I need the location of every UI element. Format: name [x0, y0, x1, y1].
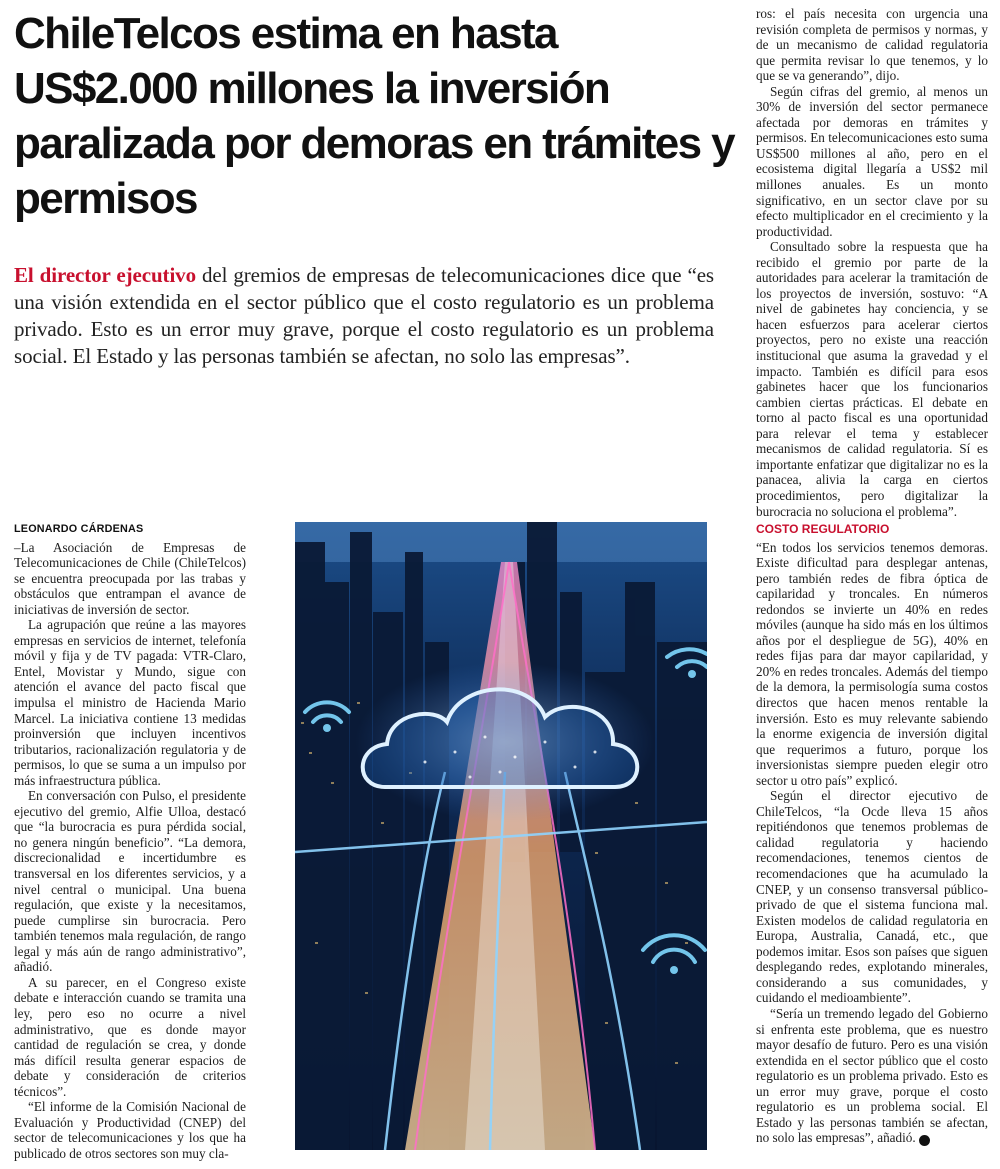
- body-paragraph: A su parecer, en el Congreso existe debate e interacción cuando se tramita una ley, pero eso no ocurre a nivel administrativo, que es donde mayor cantidad de regulación se crea, y donde más difícil resulta generar espacios de debate y consideración de criterios técnicos”.: [14, 974, 246, 1099]
- body-paragraph: ros: el país necesita con urgencia una revisión completa de permisos y normas, y de un mecanismo de calidad regulatoria que permita revisar lo que tenemos, y lo que se va generando”, dijo.: [756, 6, 988, 84]
- city-cloud-network-illustration-icon: [295, 522, 707, 1150]
- body-paragraph: En conversación con Pulso, el presidente ejecutivo del gremio, Alfie Ulloa, destacó que “la burocracia es pura pérdida social, no genera ningún beneficio”. “La demora, discrecionalidad e incertidumbre es transversal en los diferentes servicios, y a nivel central o municipal. Una buena regulación, que existe y la necesitamos, puede cumplirse sin burocracia. Pero también tenemos mala regulación, de rango legal y más aún de rango administrativo”, añadió.: [14, 788, 246, 975]
- body-paragraph: Consultado sobre la respuesta que ha recibido el gremio por parte de la autoridades para acelerar la tramitación de los proyectos de inversión, sostuvo: “A nivel de gabinetes hay conciencia, y se hacen esfuerzos para acelerar ciertos proyectos, pero no existe una reacción institucional que asuma la gravedad y el impacto. También es difícil para esos gabinetes hacer que los funcionarios cambien ciertas prácticas. El debate en torno al pacto fiscal es una oportunidad para relevar el tema y establecer mecanismos de calidad regulatoria. Sí es importante enfatizar que digitalizar no es la panacea, alivia la carga en ciertos procedimientos, pero digitalizar la burocracia no soluciona el problema”.: [756, 239, 988, 519]
- subhead: COSTO REGULATORIO: [756, 522, 890, 536]
- body-paragraph: Según el director ejecutivo de ChileTelcos, “la Ocde lleva 15 años repitiéndonos que tenemos problemas de calidad regulatoria y haciendo recomendaciones, tenemos cientos de recomendaciones que ha acumulado la CNEP, y un consenso transversal público-privado de que el sistema funciona mal. Existen modelos de calidad regulatoria en Europa, Australia, Canadá, etc., que podemos imitar. Esos son países que siguen desplegando redes, explotando minerales, considerando a sus comunidades, y cuidando el medioambiente”.: [756, 788, 988, 1006]
- body-paragraph: [756, 1006, 988, 1146]
- left-column: [14, 522, 246, 1161]
- byline: LEONARDO CÁRDENAS: [14, 523, 144, 535]
- body-paragraph: –La Asociación de Empresas de Telecomunicaciones de Chile (ChileTelcos) se encuentra preocupada por las trabas y obstáculos que entrampan el avance de iniciativas de inversión de sector.: [14, 539, 246, 617]
- body-paragraph: “En todos los servicios tenemos demoras. Existe dificultad para desplegar antenas, pero también redes de fibra óptica de capilaridad y troncales. En números redondos se invierte un 40% en redes móviles (aunque ha sido más en los últimos años por el despliegue de 5G), 40% en redes fijas para dar mayor capilaridad, y 20% en redes troncales. Además del tiempo de la demora, la permisología suma costos directos que hacen menos rentable la inversión. Esto es muy relevante sabiendo la enorme exigencia de inversión digital que requerimos a futuro, porque los inversionistas siempre pueden elegir otro sector u otro país” explicó.: [756, 539, 988, 788]
- body-paragraph: Según cifras del gremio, al menos un 30% de inversión del sector permanece afectada por demoras en trámites y permisos. En telecomunicaciones esto suma US$500 millones al año, pero en el ecosistema digital llegaría a US$2 mil millones anuales. Es un monto significativo, en un sector clave por su efecto multiplicador en el crecimiento y la productividad.: [756, 83, 988, 239]
- lead-paragraph: [14, 262, 714, 370]
- body-paragraph: La agrupación que reúne a las mayores empresas en servicios de internet, telefonía móvil y fija y de TV pagada: VTR-Claro, Entel, Movistar y Mundo, sigue con atención el avance del pacto fiscal que impulsa el ministro de Hacienda Mario Marcel. La iniciativa contiene 13 medidas proinversión que incluyen incentivos tributarios, racionalización regulatoria y de permisos, lo que se suma a un impulso por más infraestructura pública.: [14, 617, 246, 788]
- right-top-column: [756, 6, 988, 519]
- headline: ChileTelcos estima en hasta US$2.000 millones la inversión paralizada por demoras en trámites y permisos: [14, 9, 735, 223]
- body-paragraph: “El informe de la Comisión Nacional de Evaluación y Productividad (CNEP) del sector de telecomunicaciones y los que ha publicado de otros sectores son muy cla-: [14, 1099, 246, 1161]
- end-mark-icon: P: [919, 1135, 930, 1146]
- final-paragraph-text: “Sería un tremendo legado del Gobierno si enfrenta este problema, que es nuestro mayor desafío de futuro. Pero es una visión extendida en el sector público que el costo regulatorio es un problema privado. Esto es un error muy grave, porque el costo regulatorio es un problema social. El Estado y las personas también se afectan, no solo las empresas”, añadió.: [756, 1005, 988, 1146]
- article-photo: [295, 522, 707, 1150]
- lead-kicker: El director ejecutivo: [14, 263, 196, 287]
- lead-text: del gremios de empresas de telecomunicaciones dice que “es una visión extendida en el sector público que el costo regulatorio es un problema privado. Esto es un error muy grave, porque el costo regulatorio es un problema social. El Estado y las personas también se afectan, no solo las empresas”.: [14, 263, 714, 368]
- right-bottom-column: [756, 522, 988, 1146]
